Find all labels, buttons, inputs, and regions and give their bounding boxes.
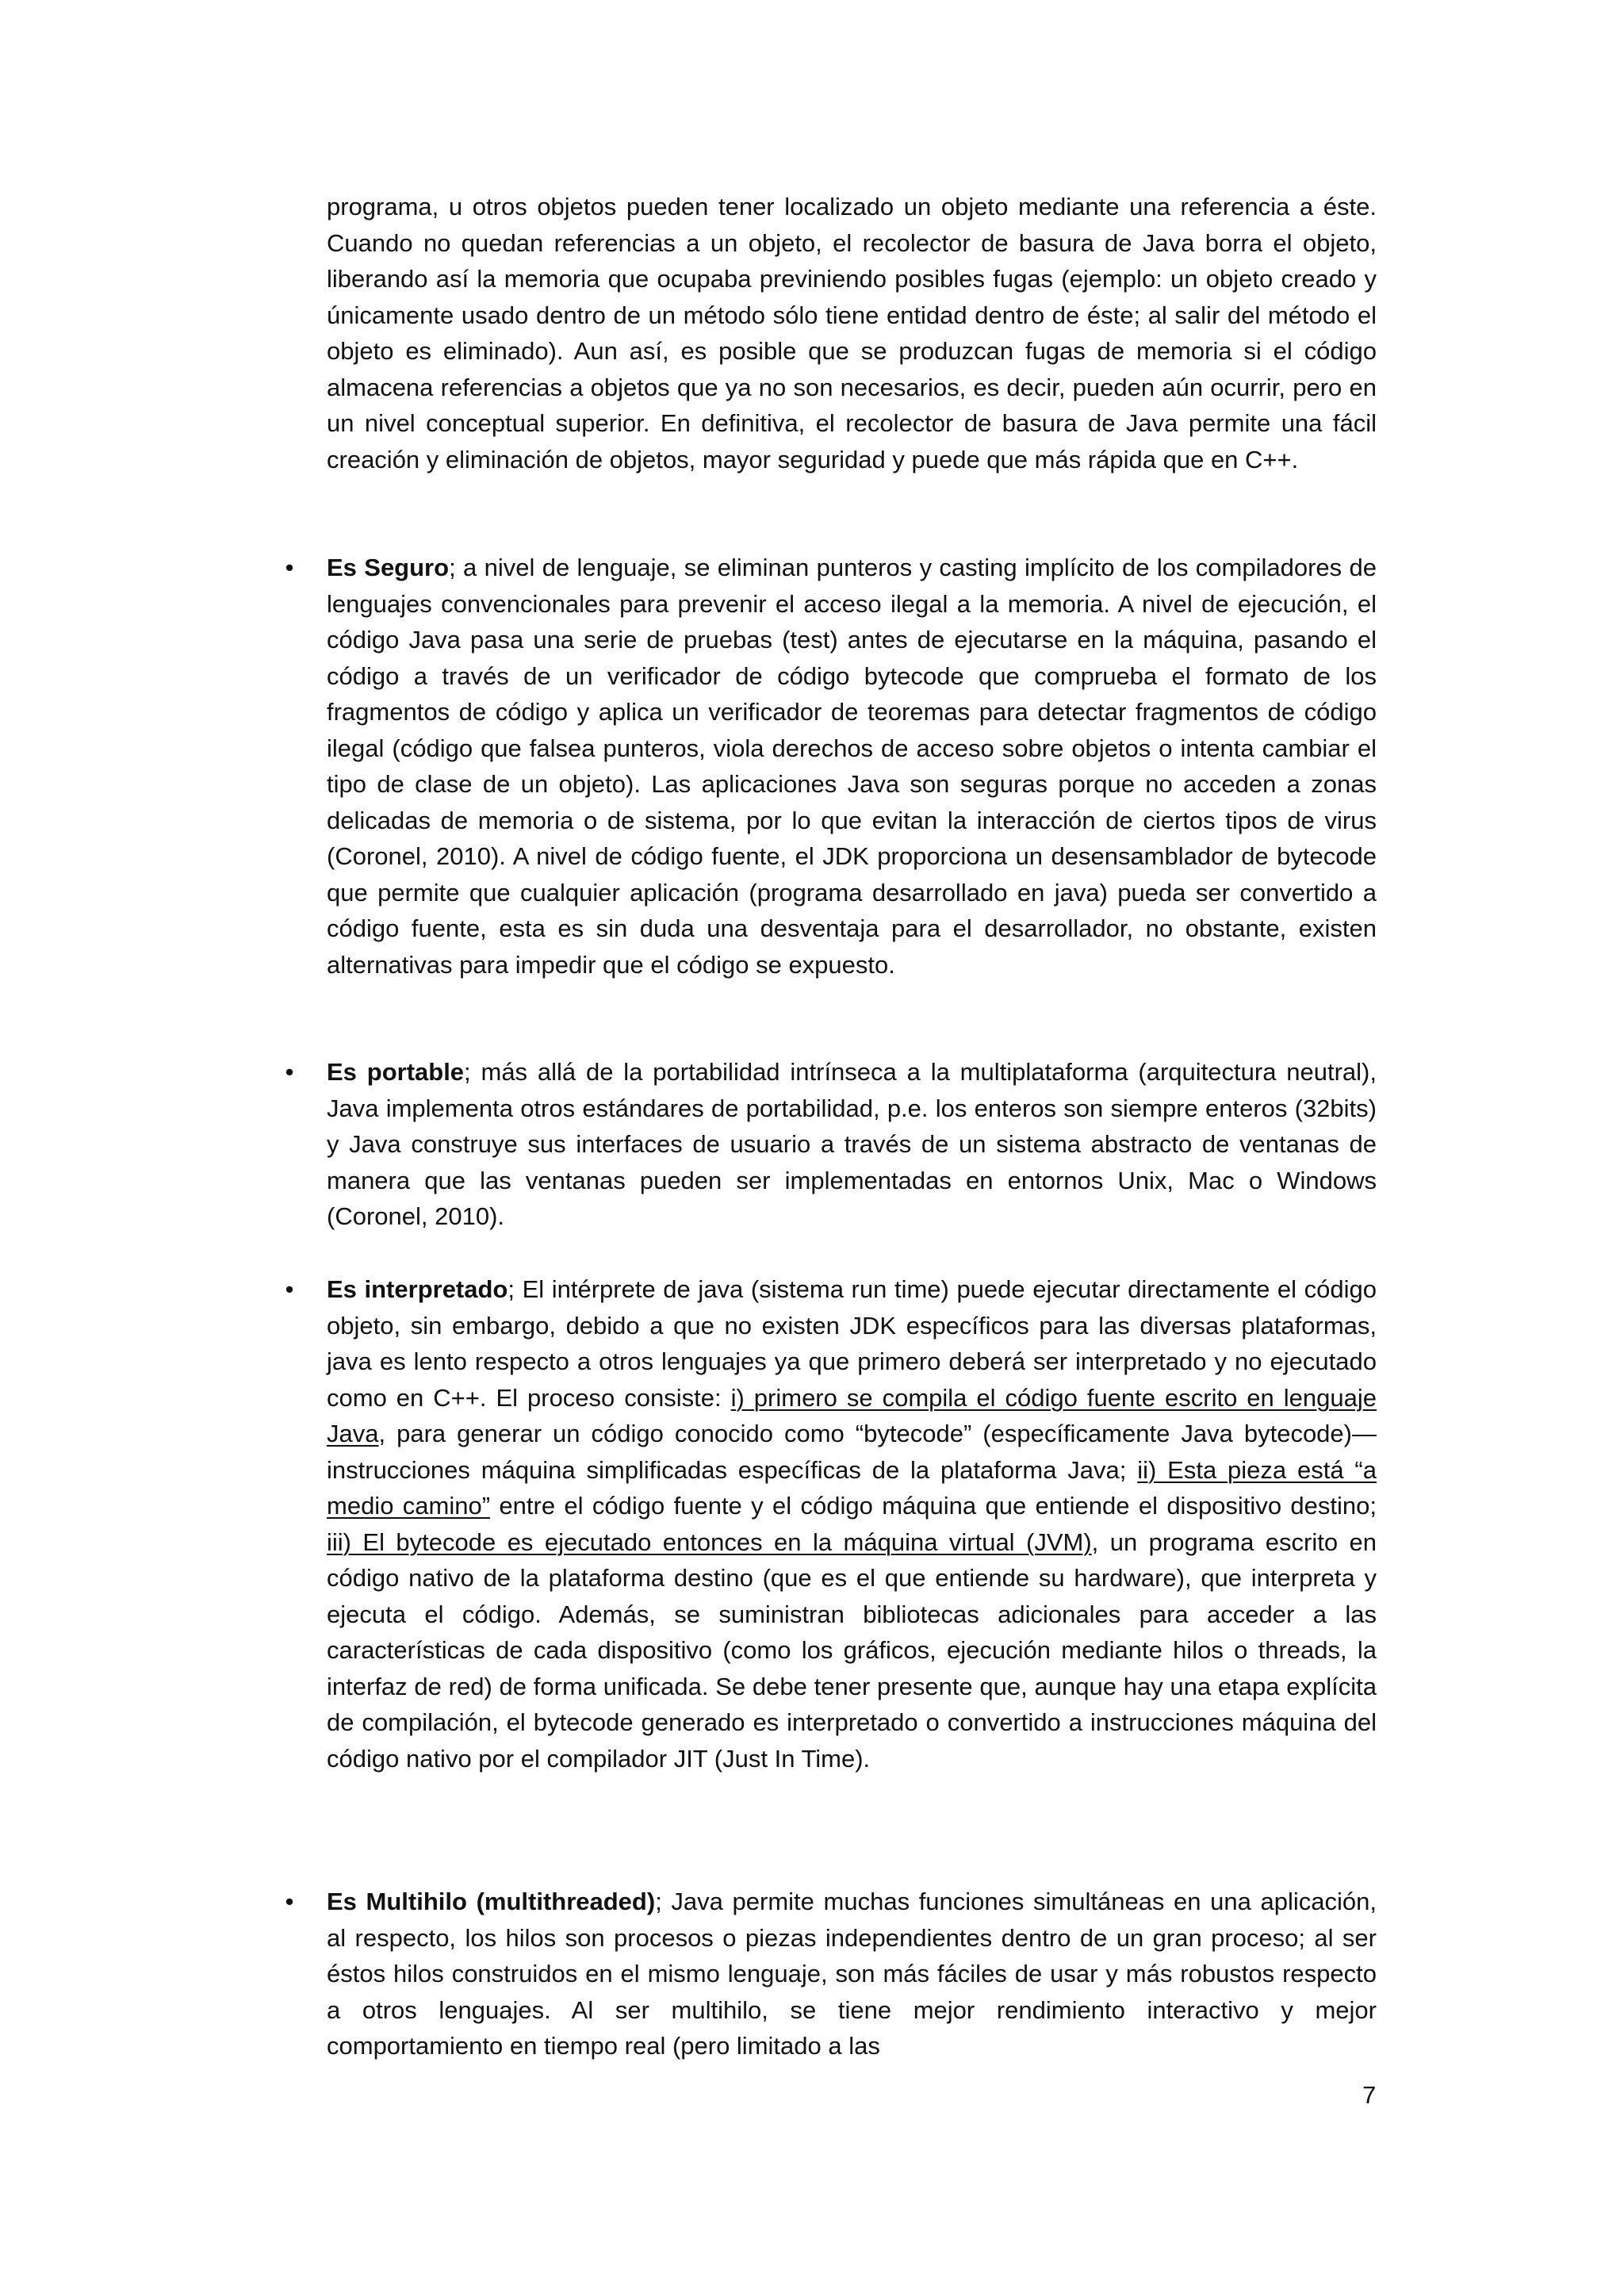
bullet-term-portable: Es portable <box>327 1058 465 1086</box>
bullet-text-multihilo: ; Java permite muchas funciones simultáneas en una aplicación, al respecto, los hilos son procesos o piezas independientes dentro de un gran proceso; al ser éstos hilos construidos en el mismo lenguaje, son más fáciles de usar y más robustos respecto a otros lenguajes. Al ser multihilo, se tiene mejor rendimiento interactivo y mejor comportamiento en tiempo real (pero limitado a las <box>327 1888 1377 2060</box>
bullet-text-interpretado-a: ; El intérprete de java (sistema run time) puede ejecutar directamente el código objeto, sin embargo, debido a que no existen JDK específicos para las diversas plataformas, java es lento respecto a otros lenguajes ya que primero deberá ser interpretado y no ejecutado como en C++. El proceso consiste: <box>327 1275 1377 1412</box>
bullet-marker-portable: • <box>285 1058 294 1086</box>
bullet-text-seguro: ; a nivel de lenguaje, se eliminan punteros y casting implícito de los compiladores de lenguajes convencionales para prevenir el acceso ilegal a la memoria. A nivel de ejecución, el código Java pasa una serie de pruebas (test) antes de ejecutarse en la máquina, pasando el código a través de un verificador de código bytecode que comprueba el formato de los fragmentos de código y aplica un verificador de teoremas para detectar fragmentos de código ilegal (código que falsea punteros, viola derechos de acceso sobre objetos o intenta cambiar el tipo de clase de un objeto). Las aplicaciones Java son seguras porque no acceden a zonas delicadas de memoria o de sistema, por lo que evitan la interacción de ciertos tipos de virus (Coronel, 2010). A nivel de código fuente, el JDK proporciona un desensamblador de bytecode que permite que cualquier aplicación (programa desarrollado en java) pueda ser convertido a código fuente, esta es sin duda una desventaja para el desarrollador, no obstante, existen alternativas para impedir que el código se expuesto. <box>327 554 1377 979</box>
bullet-term-multihilo: Es Multihilo (multithreaded) <box>327 1888 656 1915</box>
bullet-marker-seguro: • <box>285 554 294 581</box>
page-number: 7 <box>1362 2081 1377 2109</box>
bullet-text-portable: ; más allá de la portabilidad intrínseca a la multiplataforma (arquitectura neutral), Java implementa otros estándares de portabilidad, p.e. los enteros son siempre enteros (32bits) y Java construye sus interfaces de usuario a través de un sistema abstracto de ventanas de manera que las ventanas pueden ser implementadas en entornos Unix, Mac o Windows (Coronel, 2010). <box>327 1058 1377 1230</box>
bullet-text-interpretado-d: , un programa escrito en código nativo de la plataforma destino (que es el que entiende su hardware), que interpreta y ejecuta el código. Además, se suministran bibliotecas adicionales para acceder a las características de cada dispositivo (como los gráficos, ejecución mediante hilos o threads, la interfaz de red) de forma unificada. Se debe tener presente que, aunque hay una etapa explícita de compilación, el bytecode generado es interpretado o convertido a instrucciones máquina del código nativo por el compilador JIT (Just In Time). <box>327 1527 1377 1773</box>
bullet-term-interpretado: Es interpretado <box>327 1275 508 1303</box>
bullet-text-interpretado-b: , para generar un código conocido como “bytecode” (específicamente Java bytecode)—instrucciones máquina simplificadas específicas de la plataforma Java; <box>327 1420 1377 1484</box>
bullet-marker-multihilo: • <box>285 1888 294 1915</box>
intro-paragraph: programa, u otros objetos pueden tener localizado un objeto mediante una referencia a éste. Cuando no quedan referencias a un objeto, el recolector de basura de Java borra el objeto, liberando así la memoria que ocupaba previniendo posibles fugas (ejemplo: un objeto creado y únicamente usado dentro de un método sólo tiene entidad dentro de éste; al salir del método el objeto es eliminado). Aun así, es posible que se produzcan fugas de memoria si el código almacena referencias a objetos que ya no son necesarios, es decir, pueden aún ocurrir, pero en un nivel conceptual superior. En definitiva, el recolector de basura de Java permite una fácil creación y eliminación de objetos, mayor seguridad y puede que más rápida que en C++. <box>327 193 1377 473</box>
underlined-step-3: iii) El bytecode es ejecutado entonces en la máquina virtual (JVM) <box>327 1527 1092 1556</box>
underlined-step-1: i) primero se compila el código fuente escrito en lenguaje Java <box>327 1383 1377 1447</box>
bullet-paragraph-interpretado <box>327 1271 1377 1777</box>
bullet-marker-interpretado: • <box>285 1275 294 1303</box>
underlined-step-2: ii) Esta pieza está “a medio camino” <box>327 1455 1377 1520</box>
bullet-paragraph-seguro <box>327 550 1377 983</box>
bullet-text-interpretado-c: entre el código fuente y el código máquina que entiende el dispositivo destino; <box>490 1492 1377 1520</box>
bullet-paragraph-portable <box>327 1054 1377 1235</box>
bullet-paragraph-multihilo <box>327 1884 1377 2064</box>
bullet-term-seguro: Es Seguro <box>327 554 450 581</box>
